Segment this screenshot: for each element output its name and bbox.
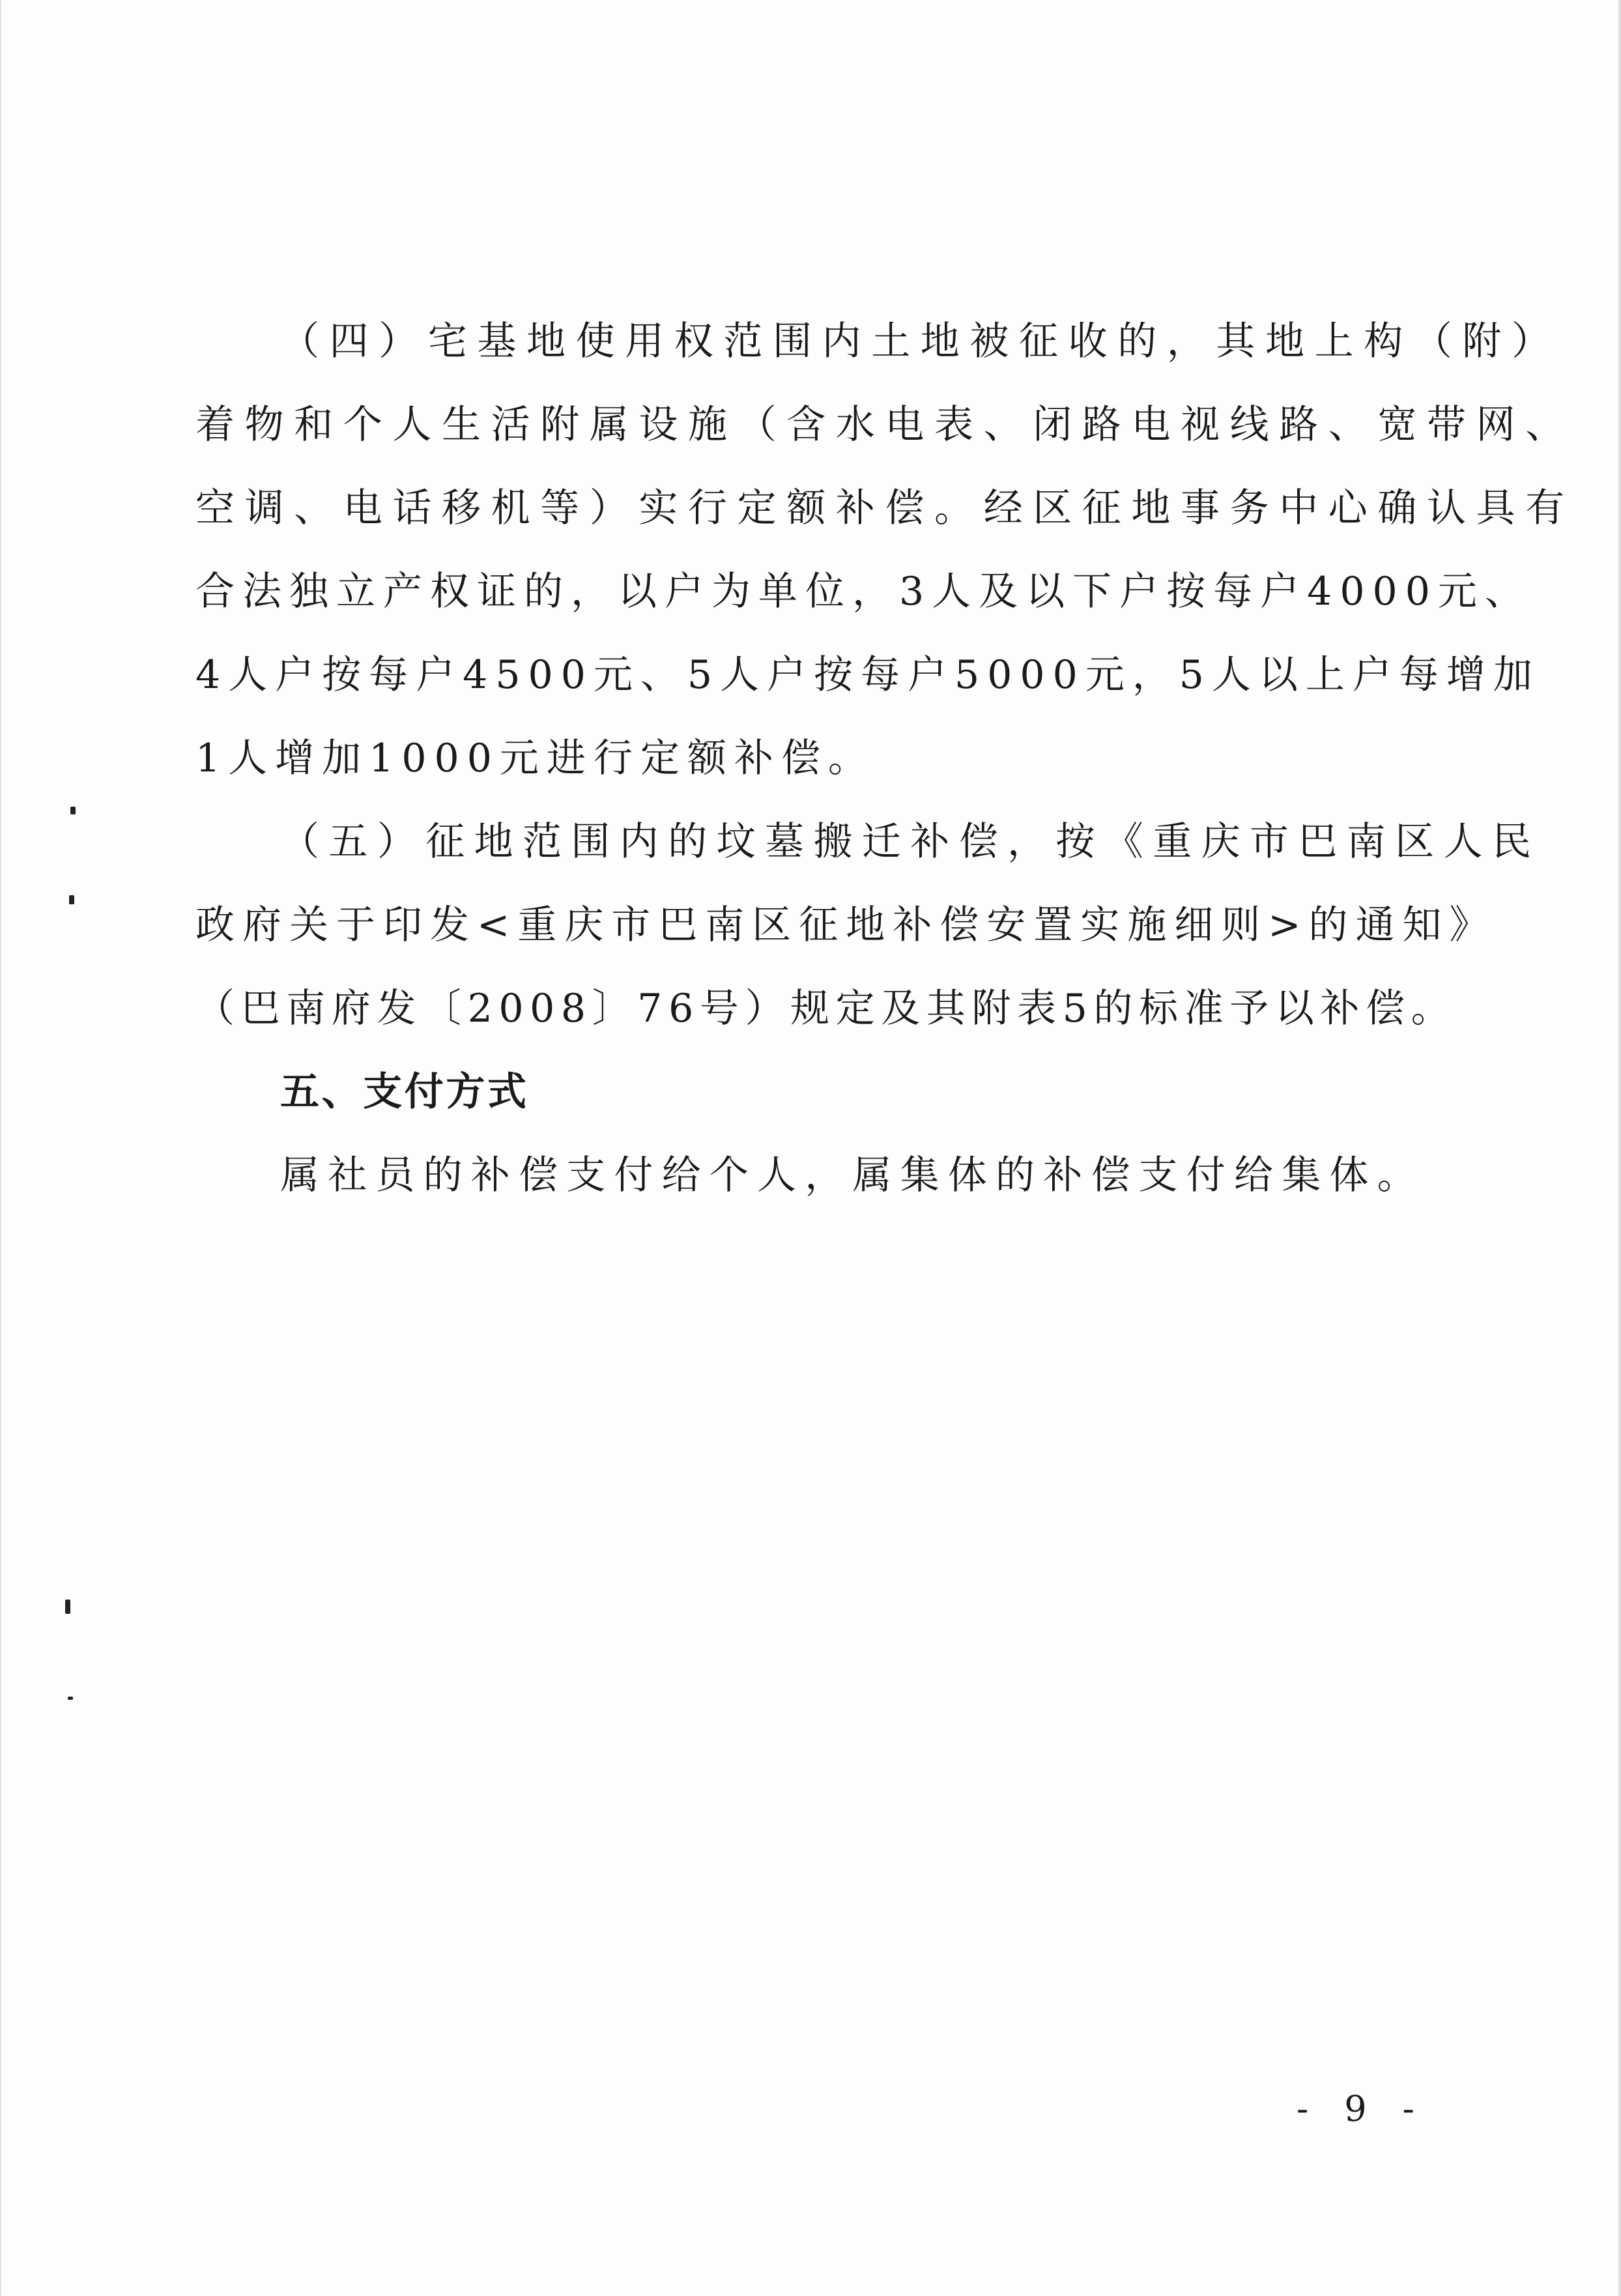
section-heading: 五、支付方式	[280, 1069, 529, 1115]
page-number: - 9 -	[1297, 2088, 1427, 2129]
paragraph-5-line-1: （五）征地范围内的坟墓搬迁补偿，按《重庆市巴南区人民	[280, 819, 1541, 865]
scan-edge-right	[1617, 0, 1621, 2296]
paragraph-4-line-1: （四）宅基地使用权范围内土地被征收的，其地上构（附）	[280, 319, 1561, 364]
paragraph-4-line-5: 4人户按每户4500元、5人户按每户5000元，5人以上户每增加	[195, 652, 1540, 698]
binding-hole-mark	[65, 1600, 70, 1614]
paragraph-4-line-6: 1人增加1000元进行定额补偿。	[195, 736, 875, 781]
binding-hole-mark	[70, 807, 76, 814]
binding-hole-mark	[68, 1697, 73, 1700]
paragraph-5-line-3: （巴南府发〔2008〕76号）规定及其附表5的标准予以补偿。	[195, 986, 1457, 1031]
paragraph-4-line-4: 合法独立产权证的，以户为单位，3人及以下户按每户4000元、	[195, 569, 1532, 614]
paragraph-4-line-3: 空调、电话移机等）实行定额补偿。经区征地事务中心确认具有	[195, 485, 1575, 531]
payment-paragraph: 属社员的补偿支付给个人，属集体的补偿支付给集体。	[280, 1153, 1425, 1198]
paragraph-4-line-2: 着物和个人生活附属设施（含水电表、闭路电视线路、宽带网、	[195, 402, 1575, 448]
document-body	[195, 300, 1575, 1217]
scan-edge-left	[0, 0, 2, 2296]
binding-hole-mark	[69, 895, 74, 904]
paragraph-5-line-2: 政府关于印发<重庆市巴南区征地补偿安置实施细则>的通知》	[195, 902, 1497, 948]
